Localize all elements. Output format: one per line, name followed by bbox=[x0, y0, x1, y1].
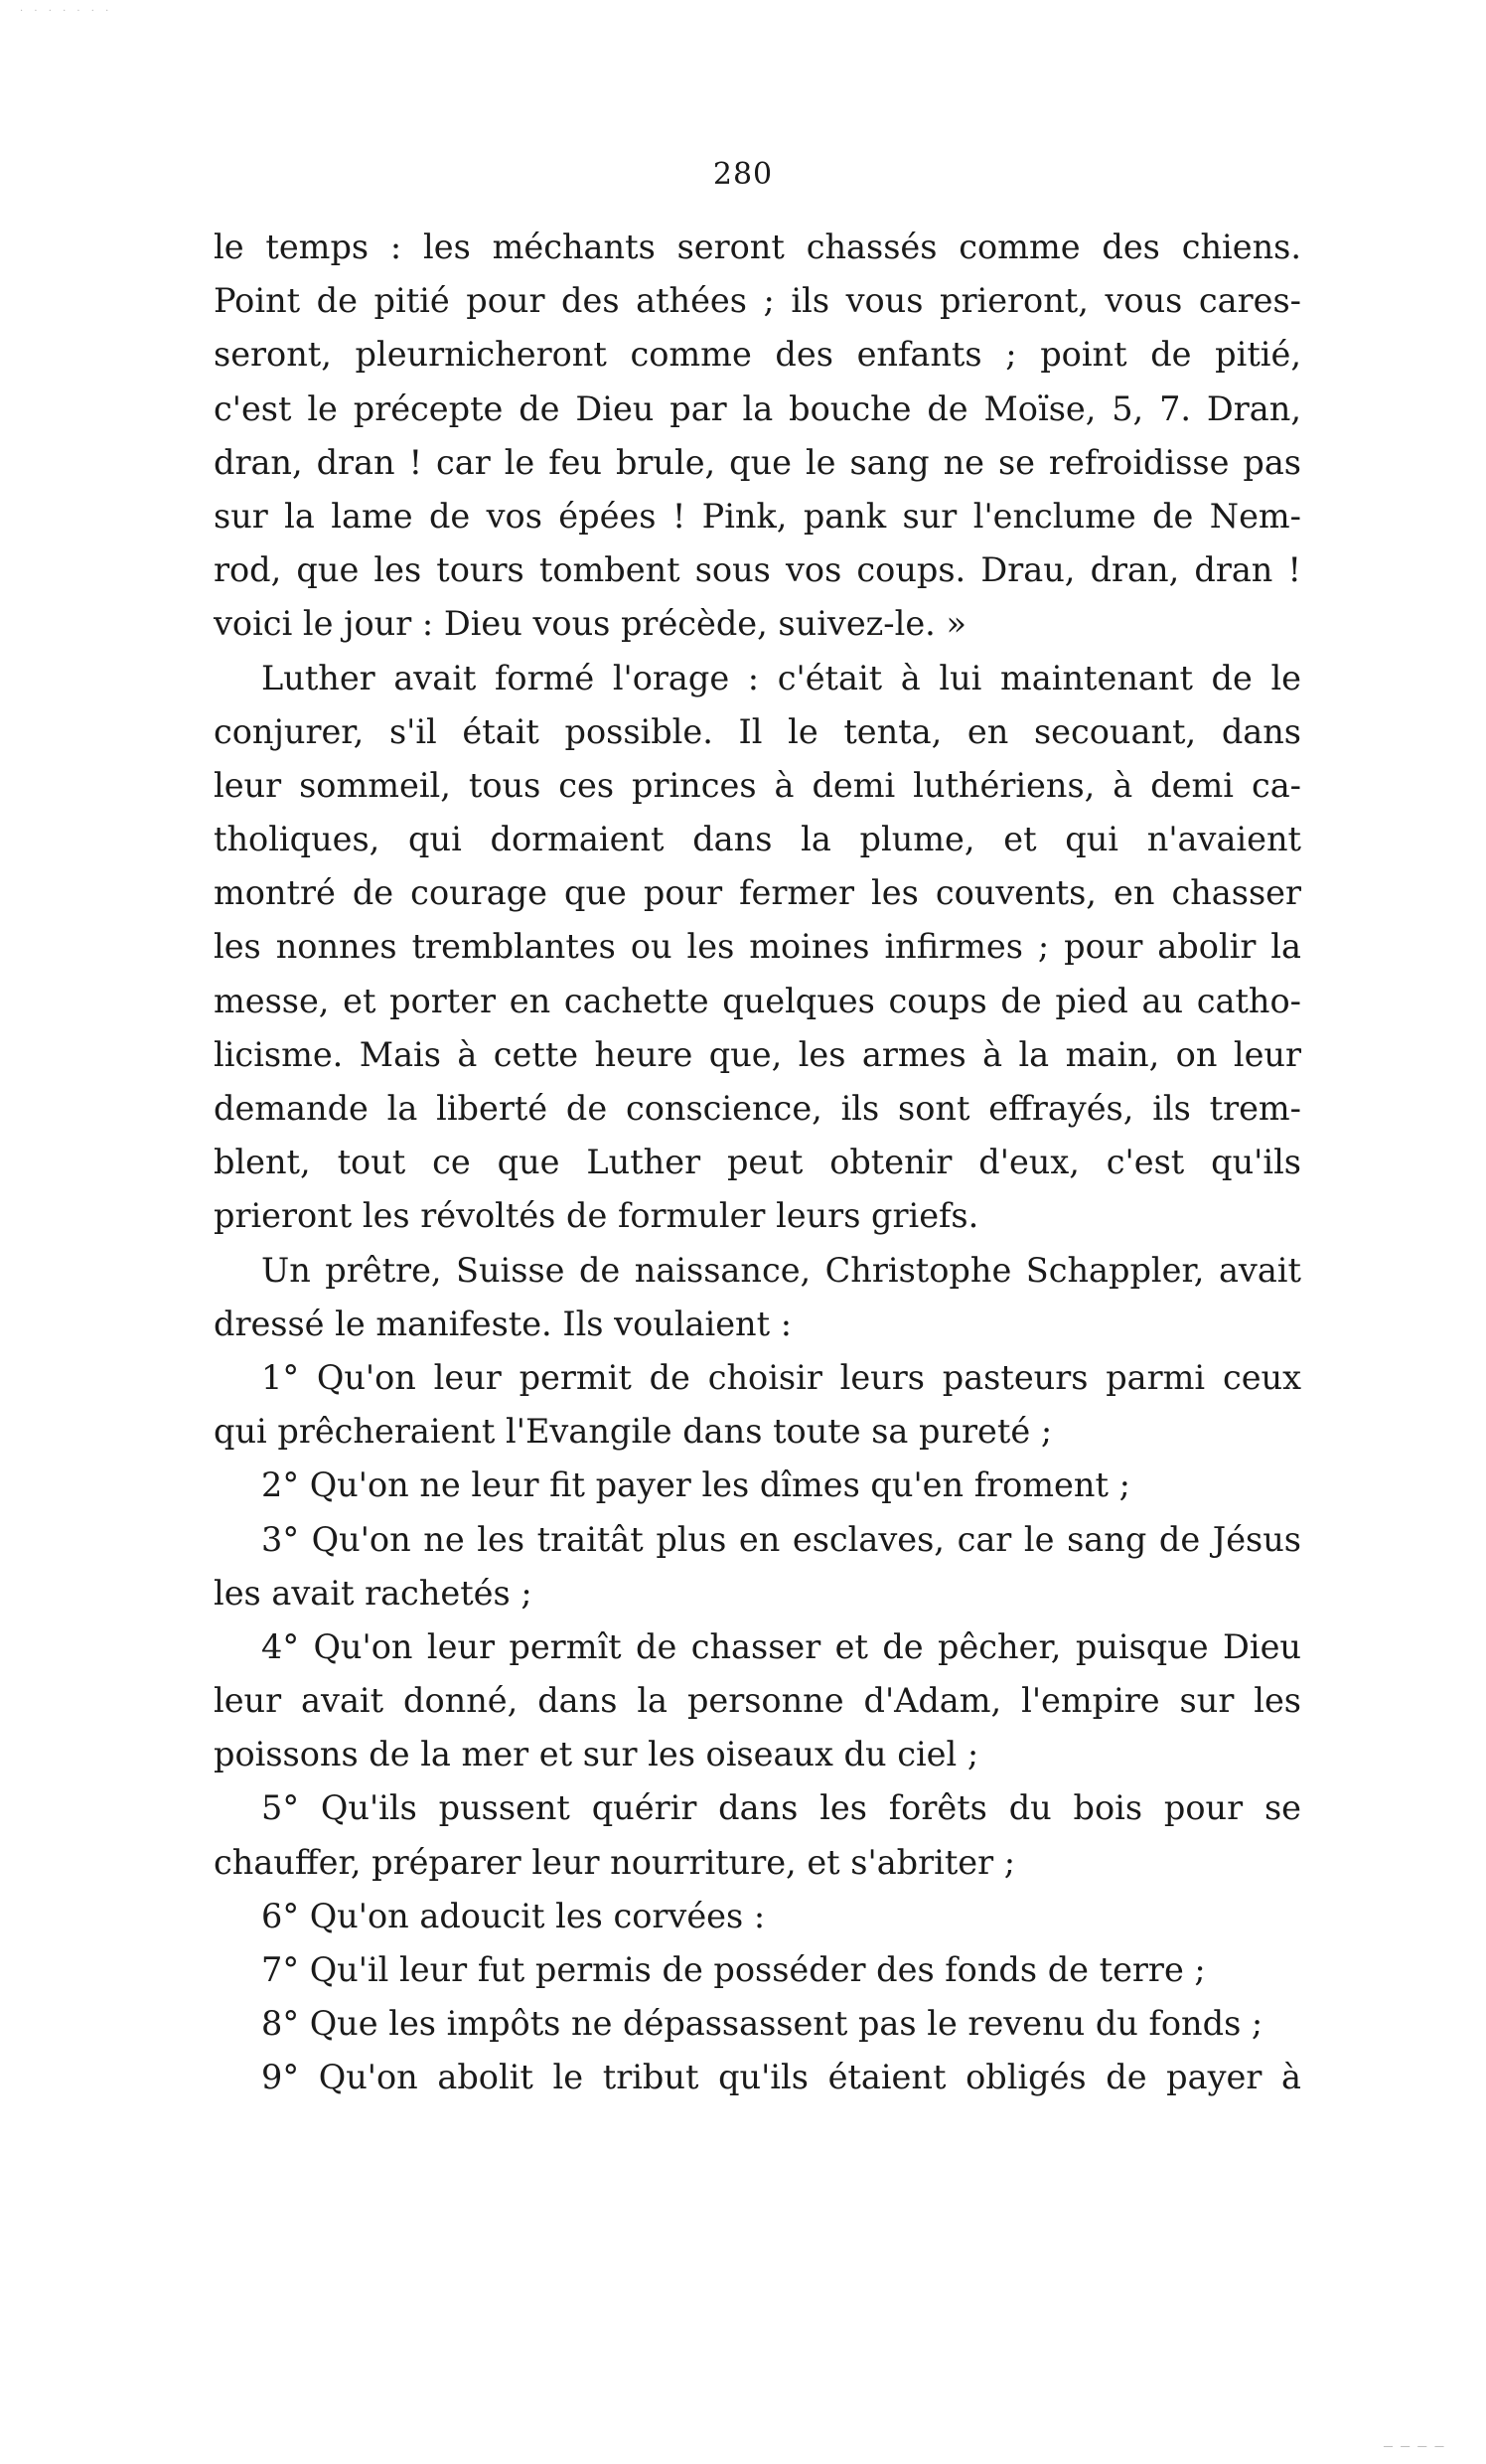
text-line: licisme. Mais à cette heure que, les armes à la main, on leur bbox=[214, 1034, 1301, 1074]
text-line: messe, et porter en cachette quelques coups de pied au catho- bbox=[214, 981, 1301, 1020]
text-line: blent, tout ce que Luther peut obtenir d'eux, c'est qu'ils bbox=[214, 1143, 1301, 1182]
text-line: dran, dran ! car le feu brule, que le sang ne se refroidisse pas bbox=[214, 442, 1301, 482]
body-text bbox=[214, 221, 1301, 2105]
text-line: montré de courage que pour fermer les couvents, en chasser bbox=[214, 873, 1301, 913]
page-number: 280 bbox=[712, 157, 774, 192]
text-line: sur la lame de vos épées ! Pink, pank sur l'enclume de Nem- bbox=[214, 496, 1301, 536]
text-line: leur avait donné, dans la personne d'Adam, l'empire sur les bbox=[214, 1681, 1301, 1721]
text-line: seront, pleurnicheront comme des enfants ; point de pitié, bbox=[214, 335, 1301, 375]
text-line: 6° Qu'on adoucit les corvées : bbox=[261, 1896, 766, 1935]
text-line: conjurer, s'il était possible. Il le tenta, en secouant, dans bbox=[214, 711, 1301, 751]
text-line: le temps : les méchants seront chassés comme des chiens. bbox=[214, 228, 1301, 266]
text-line: 2° Qu'on ne leur fit payer les dîmes qu'en froment ; bbox=[261, 1465, 1130, 1505]
text-line: qui prêcheraient l'Evangile dans toute sa pureté ; bbox=[214, 1412, 1053, 1452]
text-line: leur sommeil, tous ces princes à demi luthériens, à demi ca- bbox=[214, 765, 1301, 805]
top-edge-specks: · · · · · · · bbox=[20, 6, 113, 17]
text-line: 9° Qu'on abolit le tribut qu'ils étaient obligés de payer à bbox=[261, 2058, 1301, 2097]
text-line: 8° Que les impôts ne dépassassent pas le revenu du fonds ; bbox=[261, 2004, 1263, 2044]
text-line: Luther avait formé l'orage : c'était à lui maintenant de le bbox=[261, 658, 1301, 697]
text-line: 5° Qu'ils pussent quérir dans les forêts du bois pour se bbox=[261, 1788, 1301, 1828]
text-line: Un prêtre, Suisse de naissance, Christophe Schappler, avait bbox=[261, 1250, 1301, 1290]
text-line: poissons de la mer et sur les oiseaux du ciel ; bbox=[214, 1735, 979, 1774]
text-line: 7° Qu'il leur fut permis de posséder des fonds de terre ; bbox=[261, 1950, 1206, 1989]
text-line: Point de pitié pour des athées ; ils vous prieront, vous cares- bbox=[214, 281, 1301, 321]
bottom-edge-mark: — — — — bbox=[1383, 2441, 1446, 2452]
text-line: prieront les révoltés de formuler leurs griefs. bbox=[214, 1196, 979, 1236]
text-line: voici le jour : Dieu vous précède, suivez-le. » bbox=[214, 604, 966, 644]
text-line: rod, que les tours tombent sous vos coups. Drau, dran, dran ! bbox=[214, 550, 1301, 590]
text-line: c'est le précepte de Dieu par la bouche de Moïse, 5, 7. Dran, bbox=[214, 388, 1301, 428]
text-line: dressé le manifeste. Ils voulaient : bbox=[214, 1304, 793, 1343]
text-line: les avait rachetés ; bbox=[214, 1573, 532, 1613]
text-line: 3° Qu'on ne les traitât plus en esclaves, car le sang de Jésus bbox=[261, 1519, 1301, 1559]
text-line: tholiques, qui dormaient dans la plume, et qui n'avaient bbox=[214, 820, 1301, 859]
text-line: les nonnes tremblantes ou les moines infirmes ; pour abolir la bbox=[214, 927, 1301, 967]
text-line: chauffer, préparer leur nourriture, et s'abriter ; bbox=[214, 1842, 1016, 1882]
text-line: 1° Qu'on leur permit de choisir leurs pasteurs parmi ceux bbox=[261, 1357, 1301, 1397]
text-line: 4° Qu'on leur permît de chasser et de pêcher, puisque Dieu bbox=[261, 1626, 1301, 1666]
text-line: demande la liberté de conscience, ils sont effrayés, ils trem- bbox=[214, 1089, 1301, 1128]
